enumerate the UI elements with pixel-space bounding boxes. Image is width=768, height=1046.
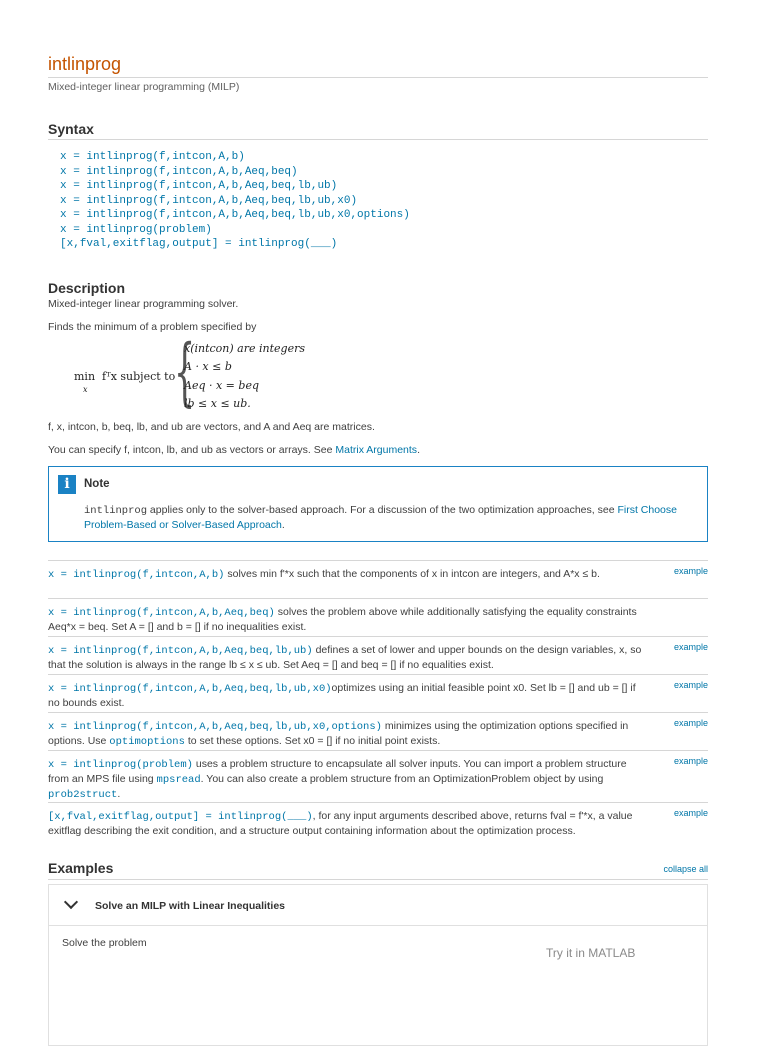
description-heading: Description xyxy=(48,280,126,296)
signature-code[interactable]: x = intlinprog(f,intcon,A,b) xyxy=(48,569,225,581)
signature-row-5 xyxy=(48,712,708,751)
signature-row-6 xyxy=(48,750,708,803)
signature-text: solves the problem above while additionally satisfying the equality constraints Aeq*x = beq. Set A = [] and b = [] if no inequalities exist. xyxy=(48,606,637,634)
formula-constraint-3: Aeq · x = beq xyxy=(184,379,259,392)
example-link[interactable]: example xyxy=(673,718,708,728)
specify-line xyxy=(48,443,708,457)
example-link[interactable]: example xyxy=(673,642,708,652)
signature-text-2: to set these options. Set x0 = [] if no initial point exists. xyxy=(184,735,441,748)
signature-text: optimizes using an initial feasible point x0. Set lb = [] and ub = [] if no bounds exist. xyxy=(48,682,636,710)
try-in-matlab-button[interactable]: Try it in MATLAB xyxy=(546,946,636,960)
approach-link[interactable]: First Choose Problem-Based or Solver-Based Approach xyxy=(84,504,677,531)
signature-desc xyxy=(48,567,648,582)
signature-desc xyxy=(48,757,648,803)
signature-code[interactable]: x = intlinprog(problem) xyxy=(48,759,193,771)
matrix-arguments-link[interactable]: Matrix Arguments xyxy=(335,444,418,456)
syntax-line-2[interactable]: x = intlinprog(f,intcon,A,b,Aeq,beq) xyxy=(60,165,298,178)
example-card-text: Solve the problem xyxy=(62,937,147,949)
title-divider xyxy=(48,77,708,78)
specify-end: . xyxy=(417,444,420,456)
formula-constraint-2: A · x ≤ b xyxy=(184,360,232,373)
chevron-down-icon[interactable] xyxy=(64,895,78,909)
prob2struct-link[interactable]: prob2struct xyxy=(48,789,118,802)
example-card xyxy=(48,884,708,1046)
formula-constraint-4: lb ≤ x ≤ ub. xyxy=(184,397,251,410)
signature-desc xyxy=(48,809,648,838)
signature-code[interactable]: x = intlinprog(f,intcon,A,b,Aeq,beq,lb,ub,x0) xyxy=(48,683,332,695)
signature-code[interactable]: x = intlinprog(f,intcon,A,b,Aeq,beq,lb,ub) xyxy=(48,645,313,657)
signature-row-4 xyxy=(48,674,708,713)
example-link[interactable]: example xyxy=(673,756,708,766)
collapse-all-link[interactable]: collapse all xyxy=(663,864,708,874)
signature-desc xyxy=(48,681,648,710)
note-body: applies only to the solver-based approach. For a discussion of the two optimization approaches, see xyxy=(147,504,618,516)
example-card-title: Solve an MILP with Linear Inequalities xyxy=(95,900,286,912)
signature-desc xyxy=(48,643,648,672)
page-subtitle: Mixed-integer linear programming (MILP) xyxy=(48,81,240,93)
description-line-1: Mixed-integer linear programming solver. xyxy=(48,298,239,310)
signature-row-1 xyxy=(48,560,708,599)
signature-desc xyxy=(48,719,648,749)
syntax-line-4[interactable]: x = intlinprog(f,intcon,A,b,Aeq,beq,lb,ub,x0) xyxy=(60,194,358,207)
syntax-heading: Syntax xyxy=(48,121,94,137)
signature-text: , for any input arguments described above, returns fval = f'*x, a value exitflag describing the exit condition, and a structure output containing information about the optimization process. xyxy=(48,810,633,838)
note-end: . xyxy=(281,519,285,531)
example-link[interactable]: example xyxy=(673,566,708,576)
formula-objective: fᵀx subject to xyxy=(102,370,176,383)
signature-row-3 xyxy=(48,636,708,675)
signature-text: uses a problem structure to encapsulate all solver inputs. You can import a problem structure from an MPS file using xyxy=(48,758,627,786)
example-link[interactable]: example xyxy=(673,808,708,818)
signature-code[interactable]: x = intlinprog(f,intcon,A,b,Aeq,beq,lb,ub,x0,options) xyxy=(48,721,382,733)
signature-code[interactable]: x = intlinprog(f,intcon,A,b,Aeq,beq) xyxy=(48,607,275,619)
signature-text: minimizes using the optimization options specified in options. Use xyxy=(48,720,629,748)
example-card-body xyxy=(49,926,707,1045)
signature-desc xyxy=(48,605,648,634)
page-title: intlinprog xyxy=(48,54,122,74)
formula-brace: { xyxy=(174,329,196,415)
formula-min: min xyxy=(74,370,96,383)
vectors-line: f, x, intcon, b, beq, lb, and ub are vectors, and A and Aeq are matrices. xyxy=(48,421,375,433)
specify-text: You can specify f, intcon, lb, and ub as vectors or arrays. See xyxy=(48,444,336,456)
example-link[interactable]: example xyxy=(673,680,708,690)
signature-code[interactable]: [x,fval,exitflag,output] = intlinprog(___) xyxy=(48,811,313,823)
example-card-header[interactable] xyxy=(49,885,707,926)
signature-text-3: . xyxy=(117,788,121,801)
syntax-block xyxy=(60,150,410,252)
examples-divider xyxy=(48,879,708,880)
syntax-line-3[interactable]: x = intlinprog(f,intcon,A,b,Aeq,beq,lb,ub) xyxy=(60,180,338,192)
examples-heading: Examples xyxy=(48,860,114,876)
syntax-divider xyxy=(48,139,708,140)
milp-formula xyxy=(74,329,394,416)
signature-text: defines a set of lower and upper bounds on the design variables, x, so that the solution is always in the range lb ≤ x ≤ ub. Set Aeq = [] and beq = [] if no equalities exist. xyxy=(48,644,642,672)
syntax-line-6[interactable]: x = intlinprog(problem) xyxy=(60,223,212,236)
signature-text-2: . You can also create a problem structure from an OptimizationProblem object by using xyxy=(200,773,604,786)
formula-constraint-1: x(intcon) are integers xyxy=(184,342,305,355)
optimoptions-link[interactable]: optimoptions xyxy=(109,736,185,749)
syntax-line-1[interactable]: x = intlinprog(f,intcon,A,b) xyxy=(60,151,245,163)
mpsread-link[interactable]: mpsread xyxy=(156,774,201,787)
signature-row-2 xyxy=(48,598,708,637)
signature-row-7 xyxy=(48,802,708,855)
syntax-line-5[interactable]: x = intlinprog(f,intcon,A,b,Aeq,beq,lb,ub,x0,options) xyxy=(60,209,410,221)
info-icon: i xyxy=(58,475,76,494)
description-line-2: Finds the minimum of a problem specified by xyxy=(48,321,257,333)
note-code: intlinprog xyxy=(84,505,148,517)
formula-min-subscript: x xyxy=(83,385,88,394)
syntax-line-7[interactable]: [x,fval,exitflag,output] = intlinprog(___) xyxy=(60,238,338,250)
note-text xyxy=(84,503,696,532)
note-label: Note xyxy=(84,478,110,490)
signature-text: solves min f'*x such that the components of x in intcon are integers, and A*x ≤ b. xyxy=(224,568,600,580)
note-box xyxy=(48,466,708,542)
